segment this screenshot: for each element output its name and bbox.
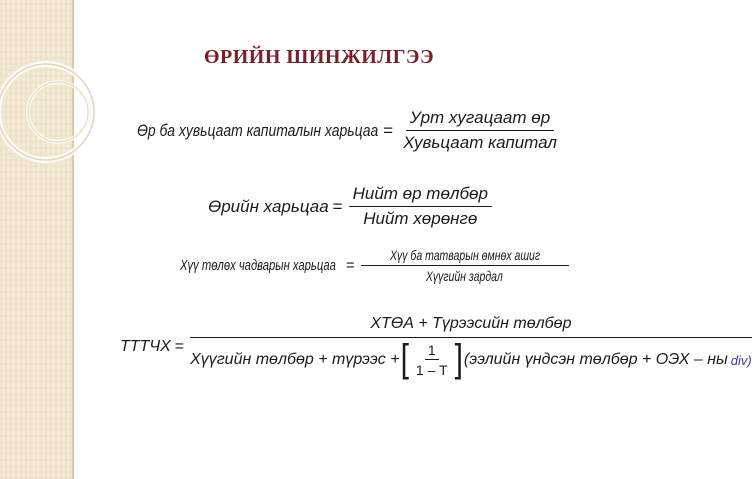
formula1-denominator: Хувьцаат капитал bbox=[403, 133, 557, 152]
formula4-inner-denominator: 1 – T bbox=[415, 362, 448, 378]
formula2-fraction bbox=[349, 184, 492, 229]
formula4-div-label: div) bbox=[730, 352, 752, 368]
equals-sign: = bbox=[174, 337, 185, 355]
formula3-denominator bbox=[409, 266, 520, 284]
formula3-numerator-text: Хүү ба татварын өмнөх ашиг bbox=[389, 247, 540, 263]
formula4-denominator-part2: (ээлийн үндсэн төлбөр + ОЭХ – ны bbox=[463, 351, 728, 368]
equals-sign: = bbox=[345, 257, 355, 274]
formula3-denominator-text: Хүүгийн зардал bbox=[426, 268, 504, 284]
formula2-lhs: Өрийн харьцаа bbox=[208, 196, 329, 216]
formula4-denominator-part1: Хүүгийн төлбөр + түрээс + bbox=[190, 351, 400, 368]
formula4-inner-numerator: 1 bbox=[425, 342, 439, 360]
left-bracket: [ bbox=[400, 337, 409, 381]
right-bracket: ] bbox=[454, 337, 463, 381]
formula4-fraction bbox=[190, 315, 752, 381]
formula3-lhs: Хүү төлөх чадварын харьцаа bbox=[180, 257, 336, 274]
formula4-inner-fraction bbox=[412, 342, 452, 378]
formula-debt-ratio bbox=[208, 184, 494, 229]
formula-interest-coverage bbox=[180, 247, 571, 284]
formula3-fraction bbox=[361, 247, 569, 284]
formula1-numerator: Урт хугацаат өр bbox=[406, 108, 554, 131]
formula3-numerator bbox=[361, 247, 569, 266]
formula4-lhs: ТТТЧХ bbox=[120, 337, 171, 355]
formula-fixed-charge-coverage bbox=[120, 315, 754, 381]
decorative-circles bbox=[0, 0, 140, 479]
page-title: ӨРИЙН ШИНЖИЛГЭЭ bbox=[203, 46, 435, 68]
formula1-fraction bbox=[399, 108, 561, 153]
equals-sign: = bbox=[332, 196, 343, 216]
formula2-numerator: Нийт өр төлбөр bbox=[349, 184, 492, 207]
formula2-denominator: Нийт хөрөнгө bbox=[363, 209, 478, 228]
formula4-denominator bbox=[190, 337, 752, 381]
formula4-numerator: ХТӨА + Түрээсийн төлбөр bbox=[190, 315, 752, 338]
formula1-lhs: Өр ба хувьцаат капиталын харьцаа bbox=[137, 120, 379, 140]
equals-sign: = bbox=[383, 120, 394, 140]
formula-debt-equity-ratio bbox=[137, 108, 563, 153]
